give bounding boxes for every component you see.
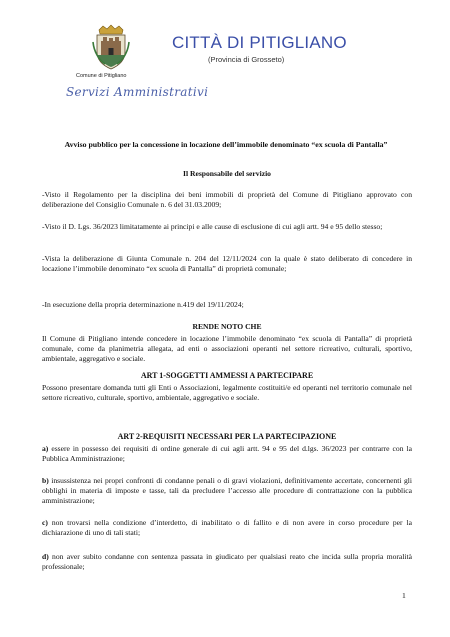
requisito-b	[42, 476, 412, 506]
requisito-d	[42, 552, 412, 572]
vista-deliberazione-paragraph: -Vista la deliberazione di Giunta Comunale n. 204 del 12/11/2024 con la quale è stato deliberato di concedere in locazione l’immobile denominato “ex scuola di Pantalla” di proprietà comunale;	[42, 254, 412, 273]
visto-dlgs-paragraph: -Visto il D. Lgs. 36/2023 limitatamente ai principi e alle cause di esclusione di cui agli artt. 94 e 95 dello stesso;	[42, 222, 383, 231]
esecuzione-paragraph: -In esecuzione della propria determinazione n.419 del 19/11/2024;	[42, 300, 244, 309]
requisito-b-text: insussistenza nei propri confronti di condanne penali o di gravi violazioni, definitivamente accertate, concernenti gli obblighi in materia di imposte e tasse, tali da precludere l’accesso alle procedure di contrattazione con la pubblica amministrazione;	[42, 476, 412, 505]
requisito-a	[42, 444, 412, 464]
requisito-d-letter: d)	[42, 552, 49, 561]
requisito-c-text: non trovarsi nella condizione d’interdetto, di inabilitato o di fallito e di non avere in corso procedure per la dichiarazione di uno di tali stati;	[42, 518, 412, 537]
requisito-c	[42, 518, 412, 538]
art1-heading: ART 1-SOGGETTI AMMESSI A PARTECIPARE	[140, 371, 314, 380]
city-crest-icon	[91, 24, 131, 70]
requisito-b-letter: b)	[42, 476, 49, 485]
servizi-amministrativi-label: Servizi Amministrativi	[66, 85, 209, 99]
page-number: 1	[402, 591, 406, 600]
visto-regolamento-paragraph: -Visto il Regolamento per la disciplina dei beni immobili di proprietà del Comune di Pitigliano approvato con deliberazione del Consiglio Comunale n. 6 del 31.03.2009;	[42, 190, 412, 209]
responsabile-heading: Il Responsabile del servizio	[183, 169, 271, 178]
rende-noto-paragraph: Il Comune di Pitigliano intende concedere in locazione l’immobile denominato “ex scuola di Pantalla” di proprietà comunale, come da planimetria allegata, ad enti o associazioni operanti nel settore ricreativo, culturali, sportivo, ambientale, aggregativo e sociale.	[42, 334, 412, 363]
requisito-a-letter: a)	[42, 444, 49, 453]
requisito-a-text: essere in possesso dei requisiti di ordine generale di cui agli artt. 94 e 95 del d.lgs. 36/2023 per contrarre con la Pubblica Amministrazione;	[42, 444, 412, 463]
requisito-d-text: non aver subito condanne con sentenza passata in giudicato per qualsiasi reato che incida sulla propria moralità professionale;	[42, 552, 412, 571]
document-title: Avviso pubblico per la concessione in locazione dell’immobile denominato “ex scuola di Pantalla”	[64, 140, 388, 149]
art2-heading: ART 2-REQUISITI NECESSARI PER LA PARTECIPAZIONE	[117, 432, 337, 441]
comune-label: Comune di Pitigliano	[76, 73, 127, 79]
rende-noto-heading: RENDE NOTO CHE	[192, 322, 262, 331]
city-title: CITTÀ DI PITIGLIANO	[172, 33, 347, 52]
requisito-c-letter: c)	[42, 518, 48, 527]
province-label: (Provincia di Grosseto)	[208, 55, 285, 64]
art1-paragraph: Possono presentare domanda tutti gli Enti o Associazioni, legalmente costituiti/e ed operanti nel territorio comunale nel settore ricreativo, culturale, sportivo, ambientale, aggregativo e sociale.	[42, 383, 412, 402]
